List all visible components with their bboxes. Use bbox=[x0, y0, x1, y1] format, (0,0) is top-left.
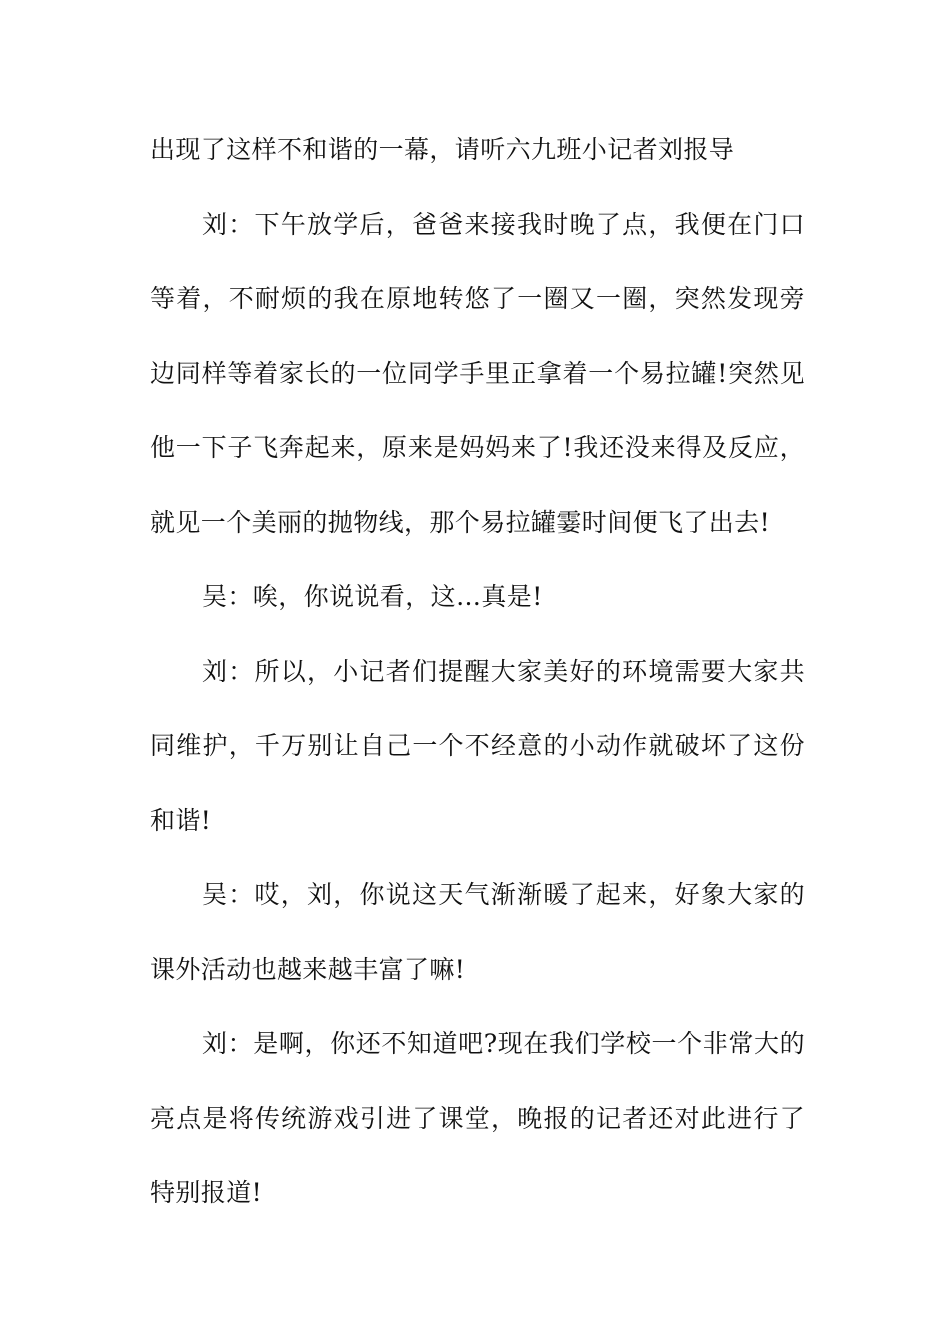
dialogue-liu-2: 刘：所以，小记者们提醒大家美好的环境需要大家共同维护，千万别让自己一个不经意的小动作就破坏了这份和谐! bbox=[150, 656, 805, 835]
dialogue-liu-3: 刘：是啊，你还不知道吧?现在我们学校一个非常大的亮点是将传统游戏引进了课堂，晚报的记者还对此进行了特别报道! bbox=[150, 1029, 805, 1207]
document-body bbox=[150, 113, 805, 1231]
dialogue-wu-1: 吴：唉，你说说看，这…真是! bbox=[202, 582, 543, 611]
dialogue-liu-1: 刘：下午放学后，爸爸来接我时晚了点，我便在门口等着，不耐烦的我在原地转悠了一圈又一圈，突然发现旁边同样等着家长的一位同学手里正拿着一个易拉罐!突然见他一下子飞奔起来，原来是妈妈来了!我还没来得及反应，就见一个美丽的抛物线，那个易拉罐霎时间便飞了出去! bbox=[150, 209, 805, 537]
paragraph-continuation: 出现了这样不和谐的一幕，请听六九班小记者刘报导 bbox=[150, 135, 735, 164]
dialogue-wu-2: 吴：哎，刘，你说这天气渐渐暖了起来，好象大家的课外活动也越来越丰富了嘛! bbox=[150, 880, 805, 984]
